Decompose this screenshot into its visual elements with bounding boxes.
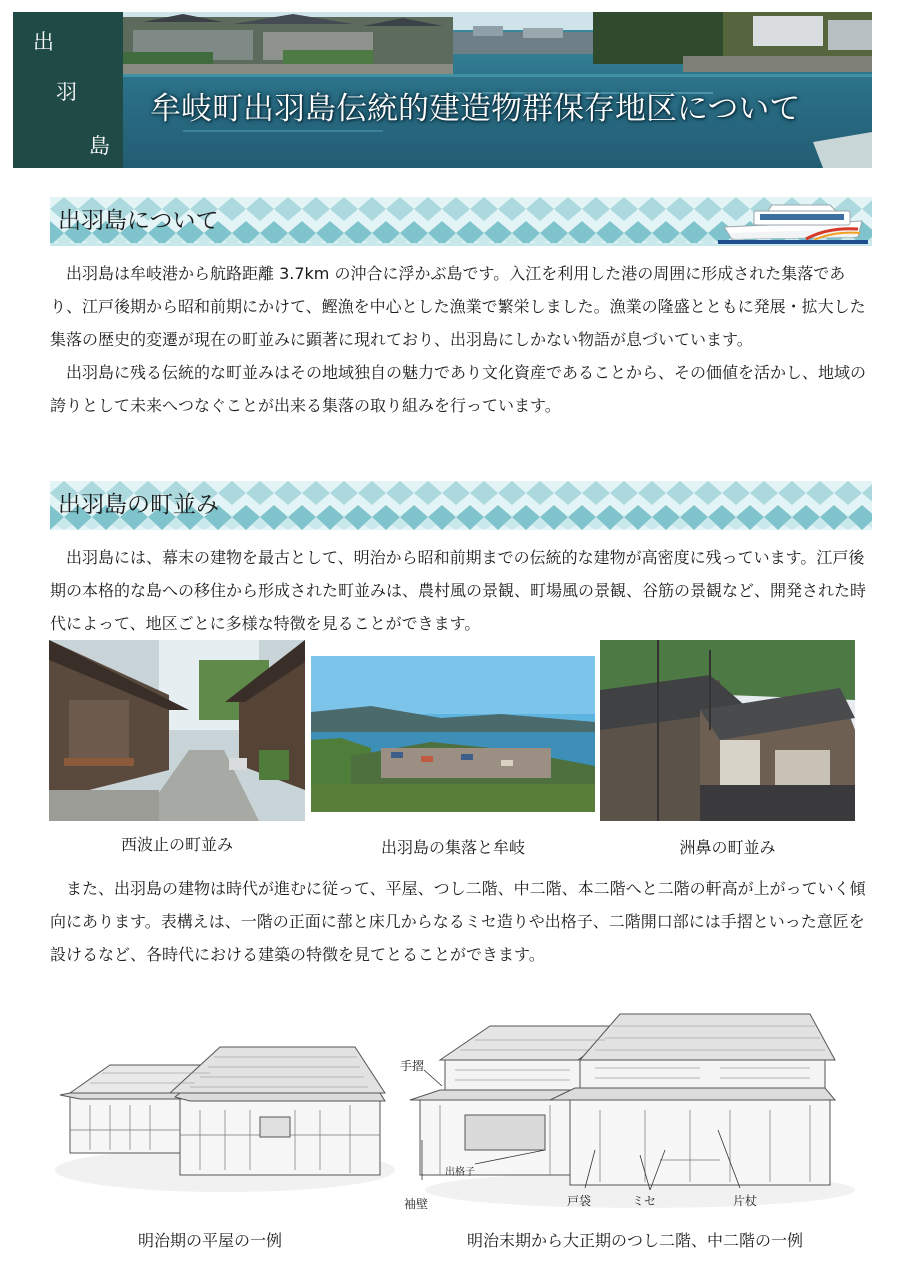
label-handrail: 手摺 <box>400 1059 425 1073</box>
section2-paragraph-2: また、出羽島の建物は時代が進むに従って、平屋、つし二階、中二階、本二階へと二階の軒高が上がっていく傾向にあります。表構えは、一階の正面に蔀と床几からなるミセ造りや出格子、二階開口部には手摺といった意匠を設けるなど、各時代における建築の特徴を見てとることができます。 <box>50 879 866 964</box>
header-side-tab <box>13 12 123 168</box>
caption-suhana: 洲鼻の町並み <box>679 838 776 857</box>
section1-paragraph-2: 出羽島に残る伝統的な町並みはその地域独自の魅力であり文化資産であることから、その価値を活かし、地域の誇りとして未来へつなぐことが出来る集落の取り組みを行っています。 <box>50 363 867 415</box>
photo-suhana-street <box>600 640 855 821</box>
caption-tsushi-nikai: 明治末期から大正期のつし二階、中二階の一例 <box>466 1231 803 1250</box>
side-char-2: 羽 <box>56 80 77 104</box>
caption-meiji-hiraya: 明治期の平屋の一例 <box>137 1231 282 1250</box>
section-title-about: 出羽島について <box>58 208 219 234</box>
section2-body-2 <box>50 872 872 971</box>
section-banner-townscape <box>50 481 872 530</box>
section1-paragraph-1: 出羽島は牟岐港から航路距離 3.7km の沖合に浮かぶ島です。入江を利用した港の周囲に形成された集落であり、江戸後期から昭和前期にかけて、鰹漁を中心とした漁業で繁栄しました。漁業の隆盛とともに発展・拡大した集落の歴史的変遷が現在の町並みに顕著に現れており、出羽島にしかない物語が息づいています。 <box>50 264 866 349</box>
section-title-townscape: 出羽島の町並み <box>58 492 219 518</box>
photo-village-and-mugi <box>311 656 595 812</box>
section-banner-about <box>50 197 872 246</box>
caption-village-mugi: 出羽島の集落と牟岐 <box>380 838 525 857</box>
section2-body-1 <box>50 541 872 640</box>
label-tobukuro: 戸袋 <box>567 1194 592 1208</box>
side-char-3: 島 <box>89 134 110 158</box>
label-mise: ミセ <box>632 1194 657 1208</box>
section2-paragraph-1: 出羽島には、幕末の建物を最古として、明治から昭和前期までの伝統的な建物が高密度に残っています。江戸後期の本格的な島への移住から形成された町並みは、農村風の景観、町場風の景観、谷筋の景観など、開発された時代によって、地区ごとに多様な特徴を見ることができます。 <box>50 548 867 633</box>
section1-body <box>50 257 872 422</box>
drawing-tsushi-nikai <box>400 1000 855 1210</box>
label-sode-kabe: 袖壁 <box>404 1197 429 1211</box>
label-lattice: 出格子 <box>445 1167 475 1178</box>
drawing-meiji-hiraya <box>50 1035 395 1200</box>
page-title: 牟岐町出羽島伝統的建造物群保存地区について <box>150 91 801 127</box>
caption-nishihato: 西波止の町並み <box>120 835 233 854</box>
ferry-boat-icon <box>718 199 868 244</box>
photo-nishihato-street <box>49 640 305 821</box>
label-katazue: 片杖 <box>733 1194 758 1208</box>
side-char-1: 出 <box>33 30 54 54</box>
